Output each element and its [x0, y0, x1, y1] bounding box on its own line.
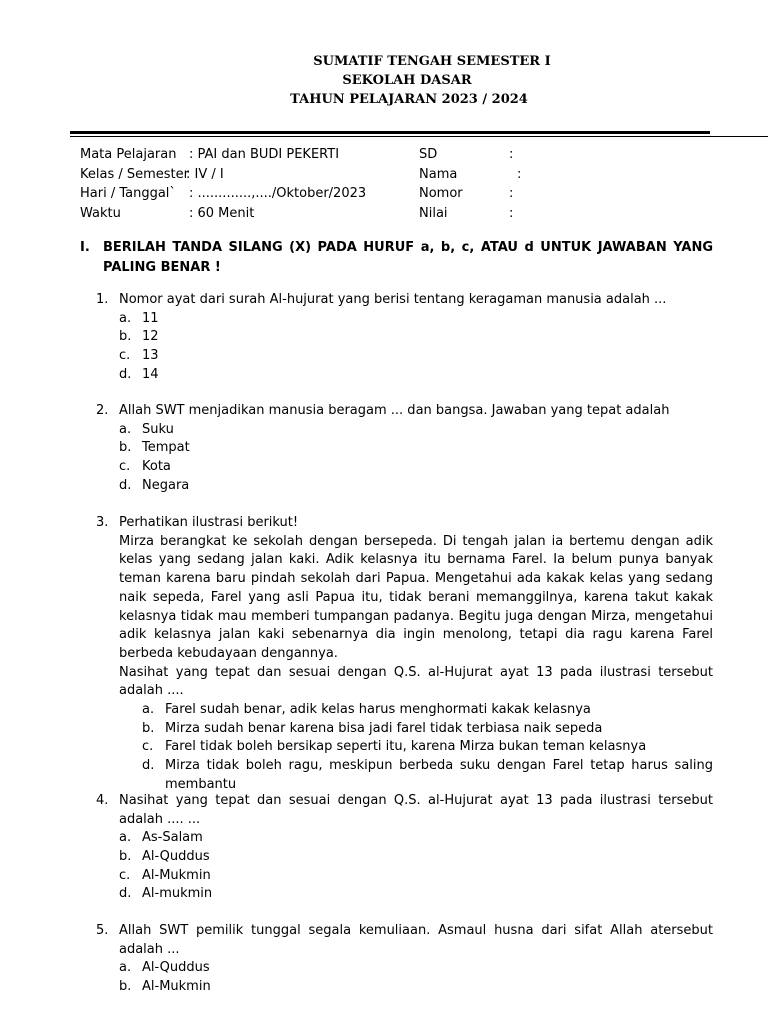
option-text: Suku — [142, 421, 174, 437]
hari-label: Hari / Tanggal` — [80, 186, 176, 201]
option-a[interactable] — [119, 959, 713, 978]
option-d[interactable] — [119, 366, 713, 385]
question-text: Perhatikan ilustrasi berikut! — [119, 515, 299, 530]
option-text: Farel sudah benar, adik kelas harus menghormati kakak kelasnya — [165, 702, 591, 718]
option-d[interactable] — [119, 885, 713, 904]
option-text: Farel tidak boleh bersikap seperti itu, karena Mirza bukan teman kelasnya — [165, 739, 647, 755]
info-row-kelas — [80, 165, 720, 185]
exam-info — [80, 145, 720, 223]
option-letter: b. — [119, 440, 132, 456]
question-number: 3. — [96, 515, 109, 530]
option-b[interactable] — [119, 978, 713, 997]
question-text: Allah SWT pemilik tunggal segala kemuliaan. Asmaul husna dari sifat Allah atersebut adalah ... — [119, 923, 713, 957]
divider-thin — [70, 136, 768, 137]
option-letter: d. — [142, 758, 155, 774]
option-text: Mirza sudah benar karena bisa jadi farel tidak terbiasa naik sepeda — [165, 720, 603, 736]
option-c[interactable] — [119, 347, 713, 366]
mapel-value: : PAI dan BUDI PEKERTI — [189, 147, 340, 162]
info-row-waktu — [80, 204, 720, 224]
nomor-colon: : — [509, 186, 514, 201]
option-c[interactable] — [142, 738, 713, 757]
nomor-label: Nomor — [419, 186, 463, 201]
option-text: Mirza tidak boleh ragu, meskipun berbeda suku dengan Farel tetap harus saling membantu — [165, 758, 713, 792]
divider-thick — [70, 131, 710, 134]
section-number: I. — [80, 240, 90, 255]
option-letter: b. — [142, 720, 155, 736]
question-text: Allah SWT menjadikan manusia beragam ... dan bangsa. Jawaban yang tepat adalah — [119, 403, 670, 418]
academic-year: TAHUN PELAJARAN 2023 / 2024 — [290, 92, 528, 107]
option-letter: c. — [119, 867, 131, 883]
option-letter: c. — [119, 348, 131, 364]
info-row-hari — [80, 184, 720, 204]
option-text: 11 — [142, 310, 159, 326]
question-4 — [96, 792, 713, 904]
section-instruction — [80, 238, 713, 278]
option-a[interactable] — [119, 829, 713, 848]
option-b[interactable] — [119, 328, 713, 347]
option-a[interactable] — [119, 310, 713, 329]
option-text: Tempat — [142, 440, 190, 456]
option-text: 13 — [142, 348, 159, 364]
question-number: 1. — [96, 292, 109, 307]
option-d[interactable] — [119, 477, 713, 496]
question-prompt: Nasihat yang tepat dan sesuai dengan Q.S. al-Hujurat ayat 13 pada ilustrasi tersebut adalah .... — [119, 664, 713, 699]
question-number: 4. — [96, 793, 109, 808]
option-a[interactable] — [142, 701, 713, 720]
nilai-label: Nilai — [419, 205, 448, 221]
option-text: Al-Mukmin — [142, 867, 211, 883]
nilai-colon: : — [509, 205, 514, 221]
option-letter: b. — [119, 329, 132, 345]
question-passage: Mirza berangkat ke sekolah dengan bersepeda. Di tengah jalan ia bertemu dengan adik kelas yang sedang jalan kaki. Adik kelasnya itu bernama Farel. Ia belum punya banyak teman karena baru pindah sekolah dari Papua. Mengetahui ada kakak kelas yang sedang naik sepeda, Farel yang asli Papua itu, tidak berani memanggilnya, karena takut kakak kelasnya tidak mau memberi tumpangan padanya. Begitu juga dengan Mirza, mengetahui adik kelasnya jalan kaki sebenarnya dia ingin menolong, tetapi dia ragu karena Farel berbeda kebudayaan dengannya. — [119, 533, 713, 661]
nama-label: Nama — [419, 166, 458, 182]
hari-value: : .............,..../Oktober/2023 — [189, 186, 367, 201]
option-letter: d. — [119, 886, 132, 902]
option-letter: c. — [142, 739, 154, 755]
sd-colon: : — [509, 147, 514, 162]
mapel-label: Mata Pelajaran — [80, 147, 177, 162]
question-5 — [96, 922, 713, 997]
waktu-label: Waktu — [80, 205, 121, 221]
exam-header — [0, 52, 768, 109]
kelas-label: Kelas / Semester — [80, 166, 189, 182]
option-text: As-Salam — [142, 830, 203, 846]
info-row-mapel — [80, 145, 720, 165]
kelas-value: : IV / I — [186, 166, 224, 182]
option-text: Al-Quddus — [142, 960, 210, 976]
question-number: 5. — [96, 923, 109, 938]
exam-title: SUMATIF TENGAH SEMESTER I — [313, 54, 551, 69]
option-letter: a. — [119, 960, 132, 976]
option-letter: a. — [142, 702, 155, 718]
option-letter: d. — [119, 477, 132, 493]
option-letter: a. — [119, 830, 132, 846]
option-d[interactable] — [142, 757, 713, 794]
question-2 — [96, 402, 713, 495]
option-c[interactable] — [119, 458, 713, 477]
option-letter: b. — [119, 849, 132, 865]
nama-colon: : — [517, 166, 522, 182]
question-number: 2. — [96, 403, 109, 418]
option-letter: a. — [119, 421, 132, 437]
option-b[interactable] — [119, 848, 713, 867]
question-1 — [96, 291, 713, 384]
option-text: Al-Mukmin — [142, 979, 211, 995]
option-letter: c. — [119, 459, 131, 475]
option-letter: a. — [119, 310, 132, 326]
question-text: Nomor ayat dari surah Al-hujurat yang berisi tentang keragaman manusia adalah ... — [119, 292, 667, 307]
section-text: BERILAH TANDA SILANG (X) PADA HURUF a, b, c, ATAU d UNTUK JAWABAN YANG PALING BENAR ! — [103, 240, 713, 275]
option-letter: b. — [119, 979, 132, 995]
option-letter: d. — [119, 366, 132, 382]
option-text: 12 — [142, 329, 159, 345]
sd-label: SD — [419, 147, 438, 162]
option-b[interactable] — [142, 720, 713, 739]
option-b[interactable] — [119, 439, 713, 458]
option-text: Negara — [142, 477, 190, 493]
option-a[interactable] — [119, 421, 713, 440]
option-text: 14 — [142, 366, 159, 382]
option-c[interactable] — [119, 867, 713, 886]
school-level: SEKOLAH DASAR — [342, 73, 472, 88]
waktu-value: : 60 Menit — [189, 205, 255, 221]
option-text: Al-mukmin — [142, 886, 213, 902]
question-text: Nasihat yang tepat dan sesuai dengan Q.S. al-Hujurat ayat 13 pada ilustrasi tersebut adalah .... ... — [119, 793, 713, 827]
option-text: Al-Quddus — [142, 849, 210, 865]
option-text: Kota — [142, 459, 171, 475]
question-3 — [96, 514, 713, 795]
